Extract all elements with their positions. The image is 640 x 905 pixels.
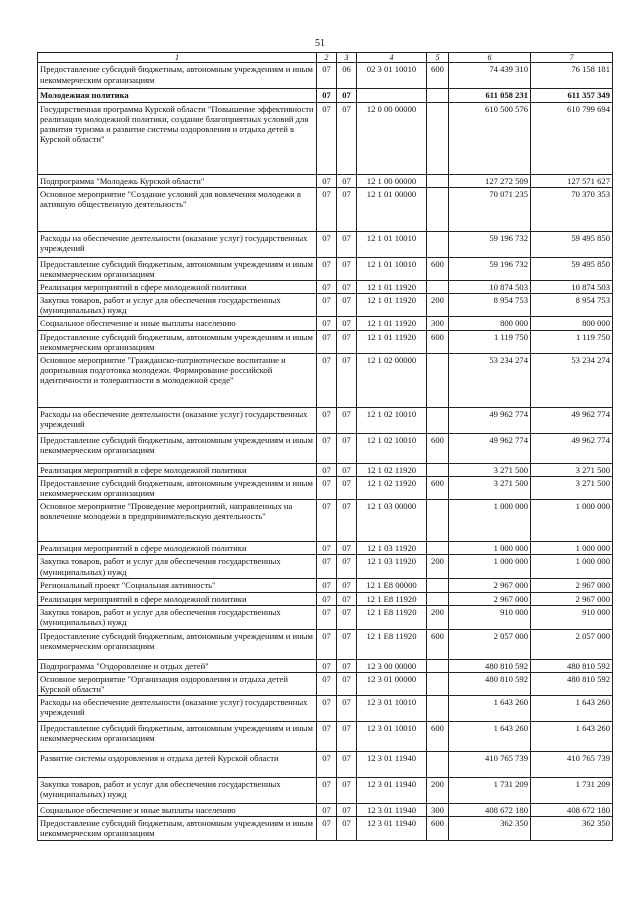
- target-article-code: 12 1 01 10010: [357, 231, 427, 257]
- table-row: [38, 778, 613, 804]
- row-name: Предоставление субсидий бюджетным, автономным учреждениям и иным некоммерческим организациям: [38, 63, 317, 89]
- row-name: Реализация мероприятий в сфере молодежной политики: [38, 463, 317, 476]
- subsection-code: 06: [337, 63, 357, 89]
- table-row: [38, 407, 613, 433]
- section-code: 07: [317, 592, 337, 605]
- row-name: Реализация мероприятий в сфере молодежной политики: [38, 542, 317, 555]
- row-name: Основное мероприятие "Организация оздоровления и отдыха детей Курской области": [38, 672, 317, 695]
- expense-type-code: [427, 353, 449, 407]
- expense-type-code: [427, 102, 449, 174]
- subsection-code: 07: [337, 579, 357, 592]
- section-code: 07: [317, 257, 337, 280]
- amount-year-2: 910 000: [531, 605, 613, 629]
- target-article-code: 12 1 03 00000: [357, 500, 427, 542]
- column-header: 6: [449, 53, 531, 63]
- target-article-code: 12 1 02 10010: [357, 433, 427, 463]
- expense-type-code: [427, 659, 449, 672]
- amount-year-2: 76 158 181: [531, 63, 613, 89]
- target-article-code: 12 1 01 11920: [357, 281, 427, 294]
- amount-year-2: 1 119 750: [531, 330, 613, 353]
- amount-year-1: 49 962 774: [449, 407, 531, 433]
- amount-year-1: 2 967 000: [449, 579, 531, 592]
- target-article-code: 12 1 E8 11920: [357, 592, 427, 605]
- section-code: 07: [317, 817, 337, 841]
- table-row: [38, 592, 613, 605]
- amount-year-2: 480 810 592: [531, 672, 613, 695]
- table-row: [38, 722, 613, 752]
- amount-year-1: 1 731 209: [449, 778, 531, 804]
- expense-type-code: 200: [427, 778, 449, 804]
- amount-year-1: 1 000 000: [449, 542, 531, 555]
- subsection-code: 07: [337, 231, 357, 257]
- subsection-code: 07: [337, 257, 357, 280]
- section-code: 07: [317, 542, 337, 555]
- subsection-code: 07: [337, 433, 357, 463]
- subsection-code: 07: [337, 294, 357, 317]
- expense-type-code: [427, 592, 449, 605]
- row-name: Подпрограмма "Молодежь Курской области": [38, 174, 317, 187]
- section-code: 07: [317, 476, 337, 499]
- table-row: [38, 817, 613, 841]
- amount-year-2: 1 000 000: [531, 555, 613, 579]
- target-article-code: 12 1 02 10010: [357, 407, 427, 433]
- column-header: 3: [337, 53, 357, 63]
- table-row: [38, 579, 613, 592]
- row-name: Расходы на обеспечение деятельности (оказание услуг) государственных учреждений: [38, 407, 317, 433]
- row-name: Развитие системы оздоровления и отдыха детей Курской области: [38, 752, 317, 778]
- column-header: 2: [317, 53, 337, 63]
- table-row: [38, 752, 613, 778]
- expense-type-code: 200: [427, 605, 449, 629]
- section-code: 07: [317, 231, 337, 257]
- target-article-code: 12 3 01 10010: [357, 696, 427, 722]
- target-article-code: 12 3 01 11940: [357, 752, 427, 778]
- section-code: 07: [317, 629, 337, 659]
- amount-year-2: 3 271 500: [531, 476, 613, 499]
- subsection-code: 07: [337, 463, 357, 476]
- expense-type-code: 600: [427, 433, 449, 463]
- target-article-code: 12 3 01 10010: [357, 722, 427, 752]
- subsection-code: 07: [337, 817, 357, 841]
- table-row: [38, 542, 613, 555]
- amount-year-1: 410 765 739: [449, 752, 531, 778]
- subsection-code: 07: [337, 542, 357, 555]
- table-row: [38, 500, 613, 542]
- section-code: 07: [317, 579, 337, 592]
- target-article-code: 12 1 02 11920: [357, 476, 427, 499]
- row-name: Основное мероприятие "Проведение мероприятий, направленных на вовлечение молодежи в предпринимательскую деятельность": [38, 500, 317, 542]
- amount-year-2: 70 370 353: [531, 187, 613, 231]
- amount-year-2: 1 000 000: [531, 500, 613, 542]
- section-code: 07: [317, 433, 337, 463]
- amount-year-2: 362 350: [531, 817, 613, 841]
- amount-year-2: 610 799 694: [531, 102, 613, 174]
- table-row: [38, 174, 613, 187]
- section-code: 07: [317, 500, 337, 542]
- target-article-code: 12 1 E8 11920: [357, 629, 427, 659]
- column-header: 5: [427, 53, 449, 63]
- amount-year-1: 1 643 260: [449, 696, 531, 722]
- column-header: 1: [38, 53, 317, 63]
- expense-type-code: [427, 752, 449, 778]
- amount-year-1: 70 071 235: [449, 187, 531, 231]
- expense-type-code: 600: [427, 629, 449, 659]
- target-article-code: [357, 89, 427, 102]
- expense-type-code: 600: [427, 330, 449, 353]
- amount-year-2: 1 731 209: [531, 778, 613, 804]
- amount-year-1: 910 000: [449, 605, 531, 629]
- subsection-code: 07: [337, 89, 357, 102]
- expense-type-code: [427, 407, 449, 433]
- subsection-code: 07: [337, 629, 357, 659]
- amount-year-1: 3 271 500: [449, 476, 531, 499]
- table-row: [38, 555, 613, 579]
- table-row: [38, 257, 613, 280]
- target-article-code: 12 1 03 11920: [357, 555, 427, 579]
- row-name: Подпрограмма "Оздоровление и отдых детей": [38, 659, 317, 672]
- expense-type-code: [427, 231, 449, 257]
- amount-year-2: 49 962 774: [531, 433, 613, 463]
- amount-year-1: 1 000 000: [449, 500, 531, 542]
- target-article-code: 12 0 00 00000: [357, 102, 427, 174]
- section-code: 07: [317, 102, 337, 174]
- amount-year-1: 59 196 732: [449, 257, 531, 280]
- section-code: 07: [317, 174, 337, 187]
- expense-type-code: 600: [427, 257, 449, 280]
- subsection-code: 07: [337, 555, 357, 579]
- section-code: 07: [317, 353, 337, 407]
- row-name: Предоставление субсидий бюджетным, автономным учреждениям и иным некоммерческим организациям: [38, 476, 317, 499]
- target-article-code: 12 3 00 00000: [357, 659, 427, 672]
- subsection-code: 07: [337, 407, 357, 433]
- amount-year-1: 800 000: [449, 317, 531, 330]
- amount-year-2: 800 000: [531, 317, 613, 330]
- section-code: 07: [317, 407, 337, 433]
- amount-year-1: 127 272 509: [449, 174, 531, 187]
- row-name: Государственная программа Курской области "Повышение эффективности реализации молодежной политики, создание благоприятных условий для развития туризма и развитие системы оздоровления и отдыха детей в Курской области": [38, 102, 317, 174]
- row-name: Основное мероприятие "Гражданско-патриотическое воспитание и допризывная подготовка молодежи. Формирование российской идентичности и толерантности в молодежной среде": [38, 353, 317, 407]
- expense-type-code: [427, 696, 449, 722]
- amount-year-2: 410 765 739: [531, 752, 613, 778]
- amount-year-2: 49 962 774: [531, 407, 613, 433]
- amount-year-2: 1 643 260: [531, 696, 613, 722]
- expense-type-code: [427, 542, 449, 555]
- subsection-code: 07: [337, 187, 357, 231]
- subsection-code: 07: [337, 672, 357, 695]
- section-code: 07: [317, 63, 337, 89]
- table-row: [38, 102, 613, 174]
- row-name: Закупка товаров, работ и услуг для обеспечения государственных (муниципальных) нужд: [38, 555, 317, 579]
- amount-year-1: 53 234 274: [449, 353, 531, 407]
- section-code: 07: [317, 672, 337, 695]
- table-row: [38, 231, 613, 257]
- table-row: [38, 696, 613, 722]
- target-article-code: 12 1 01 00000: [357, 187, 427, 231]
- subsection-code: 07: [337, 281, 357, 294]
- table-row: [38, 629, 613, 659]
- amount-year-1: 10 874 503: [449, 281, 531, 294]
- amount-year-1: 362 350: [449, 817, 531, 841]
- expense-type-code: [427, 463, 449, 476]
- subsection-code: 07: [337, 353, 357, 407]
- target-article-code: 12 1 02 00000: [357, 353, 427, 407]
- amount-year-1: 8 954 753: [449, 294, 531, 317]
- budget-table: [37, 52, 613, 841]
- row-name: Социальное обеспечение и иные выплаты населению: [38, 804, 317, 817]
- row-name: Социальное обеспечение и иные выплаты населению: [38, 317, 317, 330]
- target-article-code: 12 1 00 00000: [357, 174, 427, 187]
- amount-year-2: 10 874 503: [531, 281, 613, 294]
- target-article-code: 12 1 03 11920: [357, 542, 427, 555]
- section-code: 07: [317, 317, 337, 330]
- amount-year-1: 1 000 000: [449, 555, 531, 579]
- amount-year-1: 610 500 576: [449, 102, 531, 174]
- row-name: Расходы на обеспечение деятельности (оказание услуг) государственных учреждений: [38, 696, 317, 722]
- table-row: [38, 672, 613, 695]
- table-row: [38, 330, 613, 353]
- row-name: Реализация мероприятий в сфере молодежной политики: [38, 281, 317, 294]
- row-name: Предоставление субсидий бюджетным, автономным учреждениям и иным некоммерческим организациям: [38, 433, 317, 463]
- table-row: [38, 281, 613, 294]
- row-name: Расходы на обеспечение деятельности (оказание услуг) государственных учреждений: [38, 231, 317, 257]
- section-code: 07: [317, 804, 337, 817]
- section-code: 07: [317, 555, 337, 579]
- section-code: 07: [317, 463, 337, 476]
- section-code: 07: [317, 187, 337, 231]
- expense-type-code: 200: [427, 555, 449, 579]
- amount-year-2: 127 571 627: [531, 174, 613, 187]
- expense-type-code: [427, 500, 449, 542]
- amount-year-1: 611 058 231: [449, 89, 531, 102]
- expense-type-code: 600: [427, 817, 449, 841]
- section-code: 07: [317, 696, 337, 722]
- expense-type-code: [427, 579, 449, 592]
- amount-year-2: 1 000 000: [531, 542, 613, 555]
- target-article-code: 12 3 01 11940: [357, 817, 427, 841]
- table-row: [38, 433, 613, 463]
- subsection-code: 07: [337, 500, 357, 542]
- column-number-row: [38, 53, 613, 63]
- expense-type-code: [427, 89, 449, 102]
- table-row: [38, 187, 613, 231]
- row-name: Молодежная политика: [38, 89, 317, 102]
- target-article-code: 12 3 01 00000: [357, 672, 427, 695]
- row-name: Реализация мероприятий в сфере молодежной политики: [38, 592, 317, 605]
- expense-type-code: 600: [427, 476, 449, 499]
- section-code: 07: [317, 778, 337, 804]
- row-name: Закупка товаров, работ и услуг для обеспечения государственных (муниципальных) нужд: [38, 778, 317, 804]
- target-article-code: 12 3 01 11940: [357, 804, 427, 817]
- amount-year-1: 74 439 310: [449, 63, 531, 89]
- subsection-code: 07: [337, 804, 357, 817]
- amount-year-2: 2 967 000: [531, 592, 613, 605]
- target-article-code: 12 1 01 10010: [357, 257, 427, 280]
- expense-type-code: [427, 672, 449, 695]
- subsection-code: 07: [337, 476, 357, 499]
- amount-year-1: 59 196 732: [449, 231, 531, 257]
- section-code: 07: [317, 659, 337, 672]
- section-code: 07: [317, 722, 337, 752]
- expense-type-code: [427, 187, 449, 231]
- expense-type-code: [427, 281, 449, 294]
- table-row: [38, 317, 613, 330]
- target-article-code: 12 1 01 11920: [357, 294, 427, 317]
- amount-year-2: 1 643 260: [531, 722, 613, 752]
- amount-year-2: 2 057 000: [531, 629, 613, 659]
- table-row: [38, 605, 613, 629]
- row-name: Закупка товаров, работ и услуг для обеспечения государственных (муниципальных) нужд: [38, 605, 317, 629]
- amount-year-2: 59 495 850: [531, 231, 613, 257]
- row-name: Предоставление субсидий бюджетным, автономным учреждениям и иным некоммерческим организациям: [38, 817, 317, 841]
- row-name: Основное мероприятие "Создание условий для вовлечения молодежи в активную общественную деятельность": [38, 187, 317, 231]
- subsection-code: 07: [337, 722, 357, 752]
- amount-year-2: 3 271 500: [531, 463, 613, 476]
- section-code: 07: [317, 752, 337, 778]
- amount-year-1: 480 810 592: [449, 659, 531, 672]
- target-article-code: 12 1 01 11920: [357, 317, 427, 330]
- amount-year-1: 1 119 750: [449, 330, 531, 353]
- section-code: 07: [317, 281, 337, 294]
- subsection-code: 07: [337, 330, 357, 353]
- section-code: 07: [317, 330, 337, 353]
- amount-year-1: 3 271 500: [449, 463, 531, 476]
- table-row: [38, 294, 613, 317]
- row-name: Региональный проект "Социальная активность": [38, 579, 317, 592]
- amount-year-1: 2 057 000: [449, 629, 531, 659]
- section-code: 07: [317, 89, 337, 102]
- amount-year-1: 2 967 000: [449, 592, 531, 605]
- amount-year-2: 408 672 180: [531, 804, 613, 817]
- amount-year-2: 8 954 753: [531, 294, 613, 317]
- target-article-code: 12 1 E8 11920: [357, 605, 427, 629]
- amount-year-1: 480 810 592: [449, 672, 531, 695]
- subsection-code: 07: [337, 592, 357, 605]
- expense-type-code: 300: [427, 804, 449, 817]
- expense-type-code: 600: [427, 63, 449, 89]
- row-name: Закупка товаров, работ и услуг для обеспечения государственных (муниципальных) нужд: [38, 294, 317, 317]
- amount-year-1: 408 672 180: [449, 804, 531, 817]
- target-article-code: 12 1 E8 00000: [357, 579, 427, 592]
- subsection-code: 07: [337, 605, 357, 629]
- expense-type-code: 300: [427, 317, 449, 330]
- target-article-code: 12 3 01 11940: [357, 778, 427, 804]
- column-header: 7: [531, 53, 613, 63]
- section-code: 07: [317, 294, 337, 317]
- amount-year-2: 480 810 592: [531, 659, 613, 672]
- table-row: [38, 463, 613, 476]
- row-name: Предоставление субсидий бюджетным, автономным учреждениям и иным некоммерческим организациям: [38, 722, 317, 752]
- target-article-code: 12 1 01 11920: [357, 330, 427, 353]
- expense-type-code: [427, 174, 449, 187]
- subsection-code: 07: [337, 778, 357, 804]
- table-row: [38, 353, 613, 407]
- row-name: Предоставление субсидий бюджетным, автономным учреждениям и иным некоммерческим организациям: [38, 330, 317, 353]
- amount-year-2: 53 234 274: [531, 353, 613, 407]
- table-row: [38, 804, 613, 817]
- subsection-code: 07: [337, 174, 357, 187]
- amount-year-2: 611 357 349: [531, 89, 613, 102]
- amount-year-1: 1 643 260: [449, 722, 531, 752]
- table-row: [38, 476, 613, 499]
- amount-year-2: 59 495 850: [531, 257, 613, 280]
- target-article-code: 02 3 01 10010: [357, 63, 427, 89]
- subsection-code: 07: [337, 752, 357, 778]
- column-header: 4: [357, 53, 427, 63]
- subsection-code: 07: [337, 317, 357, 330]
- page-number: 51: [315, 38, 325, 49]
- section-code: 07: [317, 605, 337, 629]
- amount-year-2: 2 967 000: [531, 579, 613, 592]
- table-row: [38, 89, 613, 102]
- expense-type-code: 600: [427, 722, 449, 752]
- target-article-code: 12 1 02 11920: [357, 463, 427, 476]
- subsection-code: 07: [337, 659, 357, 672]
- subsection-code: 07: [337, 102, 357, 174]
- table-row: [38, 63, 613, 89]
- table-row: [38, 659, 613, 672]
- row-name: Предоставление субсидий бюджетным, автономным учреждениям и иным некоммерческим организациям: [38, 257, 317, 280]
- row-name: Предоставление субсидий бюджетным, автономным учреждениям и иным некоммерческим организациям: [38, 629, 317, 659]
- amount-year-1: 49 962 774: [449, 433, 531, 463]
- subsection-code: 07: [337, 696, 357, 722]
- expense-type-code: 200: [427, 294, 449, 317]
